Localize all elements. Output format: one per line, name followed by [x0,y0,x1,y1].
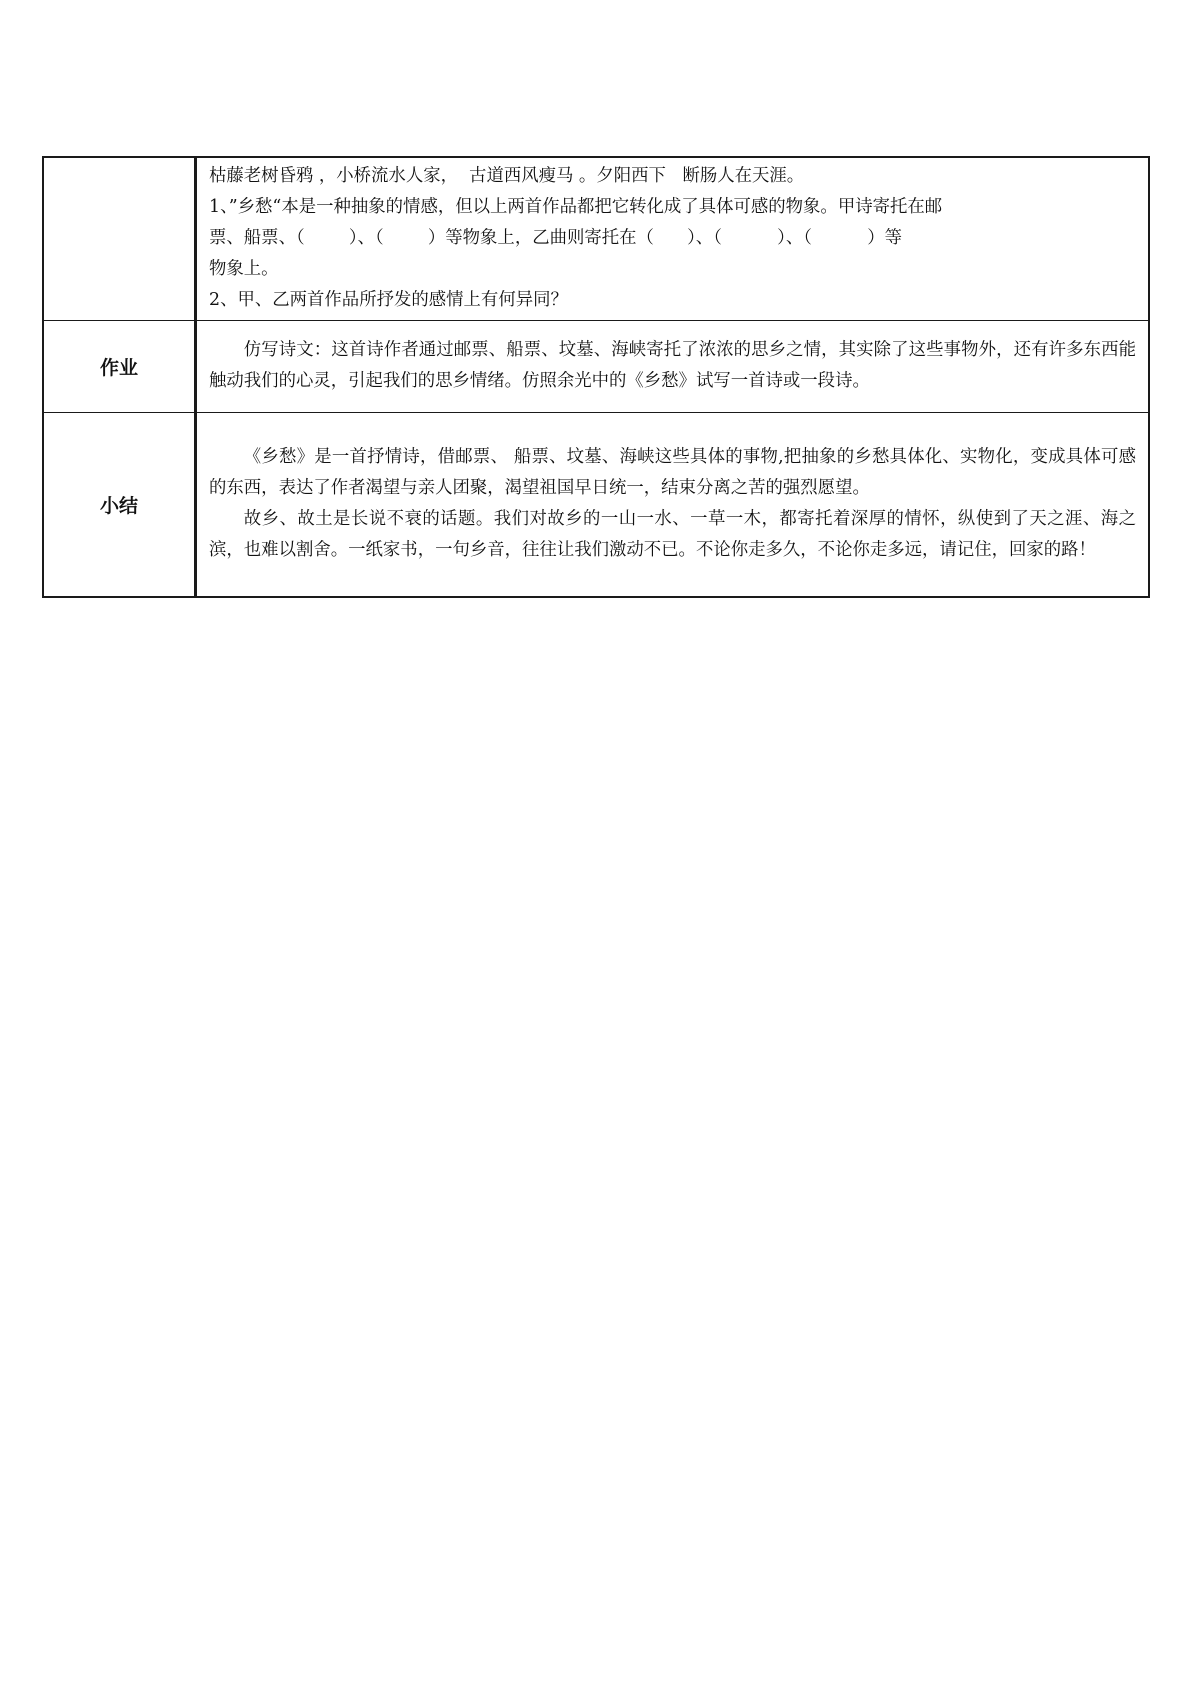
summary-paragraph-1: 《乡愁》是一首抒情诗，借邮票、 船票、坟墓、海峡这些具体的事物,把抽象的乡愁具体化、实物化，变成具体可感的东西，表达了作者渴望与亲人团聚，渴望祖国早日统一，结束分离之苦的强烈愿望。 [209,447,1136,498]
homework-cell [196,321,1150,413]
poem-line: 枯藤老树昏鸦 ，小桥流水人家， 古道西风瘦马 。夕阳西下 断肠人在天涯。 [209,166,805,186]
homework-label: 作业 [43,321,196,413]
homework-paragraph: 仿写诗文：这首诗作者通过邮票、船票、坟墓、海峡寄托了浓浓的思乡之情，其实除了这些事物外，还有许多东西能触动我们的心灵，引起我们的思乡情绪。仿照余光中的《乡愁》试写一首诗或一段诗。 [209,340,1136,391]
question-2-line: 2、甲、乙两首作品所抒发的感情上有何异同？ [209,290,568,310]
summary-label: 小结 [43,413,196,598]
row-label-empty [43,157,196,321]
poem-questions-cell [196,157,1150,321]
lesson-table [42,156,1150,598]
summary-paragraph-2: 故乡、故土是长说不衰的话题。我们对故乡的一山一水、一草一木，都寄托着深厚的情怀，纵使到了天之涯、海之滨，也难以割舍。一纸家书，一句乡音，往往让我们激动不已。不论你走多久，不论你走多远，请记住，回家的路！ [209,509,1136,560]
table-row-homework [43,321,1149,413]
question-1-line-2: 票、船票、（ ）、（ ）等物象上，乙曲则寄托在（ ）、（ ）、（ ）等 [209,228,902,248]
table-row-poem-questions [43,157,1149,321]
summary-cell [196,413,1150,598]
question-1-line-3: 物象上。 [209,259,279,279]
table-row-summary [43,413,1149,598]
question-1-line-1: 1、”乡愁“本是一种抽象的情感，但以上两首作品都把它转化成了具体可感的物象。甲诗寄托在邮 [209,197,943,217]
